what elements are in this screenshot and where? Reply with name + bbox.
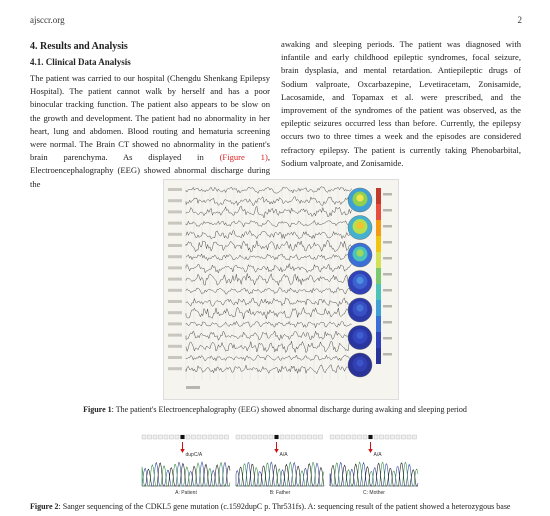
base-cell	[208, 435, 212, 439]
eeg-trace	[186, 341, 352, 353]
eeg-channel-label	[168, 289, 182, 292]
mutation-arrow-icon	[368, 449, 372, 453]
base-cell	[242, 435, 246, 439]
eeg-colorscale-tick	[383, 321, 392, 324]
eeg-channel-label	[168, 255, 182, 258]
mutation-base-highlight	[369, 435, 373, 439]
base-cell	[175, 435, 179, 439]
base-cell	[347, 435, 351, 439]
base-cell	[236, 435, 240, 439]
base-cell	[159, 435, 163, 439]
figure1-label: Figure 1	[83, 405, 112, 414]
base-cell	[374, 435, 378, 439]
base-cell	[247, 435, 251, 439]
eeg-colorscale-tick	[383, 305, 392, 308]
eeg-trace	[186, 187, 352, 193]
left-column	[30, 40, 270, 191]
base-cell	[192, 435, 196, 439]
base-call-label: A/A	[279, 452, 288, 458]
eeg-trace	[186, 273, 352, 285]
eeg-colorscale-segment	[376, 332, 381, 348]
panel-label: C: Mother	[363, 490, 385, 496]
base-cell	[385, 435, 389, 439]
eeg-trace	[186, 264, 352, 273]
eeg-channel-label	[168, 322, 182, 325]
base-cell	[297, 435, 301, 439]
base-cell	[396, 435, 400, 439]
eeg-trace	[186, 288, 352, 295]
eeg-trace	[186, 254, 352, 261]
eeg-channel-label	[168, 278, 182, 281]
base-cell	[319, 435, 323, 439]
eeg-colorscale-segment	[376, 204, 381, 220]
eeg-trace	[186, 298, 352, 307]
eeg-colorscale-tick	[383, 209, 392, 212]
eeg-colorscale-segment	[376, 348, 381, 364]
base-cell	[402, 435, 406, 439]
sequencing-plot	[140, 434, 422, 496]
mutation-arrow-icon	[180, 449, 184, 453]
panel-label: A: Patient	[175, 490, 197, 496]
eeg-channel-label	[168, 356, 182, 359]
mutation-base-highlight	[181, 435, 185, 439]
base-cell	[148, 435, 152, 439]
eeg-topomap-core	[356, 359, 363, 366]
eeg-channel-label	[168, 222, 182, 225]
base-cell	[302, 435, 306, 439]
mutation-base-highlight	[275, 435, 279, 439]
eeg-plot	[164, 180, 398, 399]
base-cell	[341, 435, 345, 439]
figure1-caption-text: : The patient's Electroencephalography (EEG) showed abnormal discharge during awaking and sleeping period	[111, 405, 467, 414]
clinical-paragraph	[30, 72, 270, 191]
section-title: 4. Results and Analysis	[30, 41, 128, 52]
base-cell	[286, 435, 290, 439]
chromatogram-trace	[330, 463, 418, 487]
base-cell	[197, 435, 201, 439]
eeg-channel-label	[168, 188, 182, 191]
base-cell	[313, 435, 317, 439]
base-cell	[258, 435, 262, 439]
base-cell	[363, 435, 367, 439]
right-column	[281, 38, 521, 170]
eeg-topomap-core	[356, 304, 363, 311]
subsection-title: 4.1. Clinical Data Analysis	[30, 57, 131, 67]
eeg-colorscale-segment	[376, 300, 381, 316]
eeg-trace	[186, 365, 352, 374]
base-cell	[153, 435, 157, 439]
base-cell	[413, 435, 417, 439]
eeg-colorscale-tick	[383, 289, 392, 292]
figure-reference-link[interactable]: (Figure 1)	[219, 152, 268, 163]
base-cell	[253, 435, 257, 439]
base-cell	[186, 435, 190, 439]
eeg-trace	[186, 355, 352, 361]
eeg-channel-label	[168, 233, 182, 236]
mutation-arrow-icon	[274, 449, 278, 453]
eeg-trace	[186, 231, 352, 239]
figure2-caption	[30, 501, 522, 512]
eeg-trace	[186, 307, 352, 319]
eeg-trace	[186, 321, 352, 328]
base-cell	[219, 435, 223, 439]
base-call-label: dupC/A	[185, 452, 203, 458]
eeg-timescale	[186, 386, 200, 389]
figure1-caption	[30, 405, 520, 414]
eeg-colorscale-tick	[383, 193, 392, 196]
eeg-channel-label	[168, 300, 182, 303]
eeg-channel-label	[168, 311, 182, 314]
eeg-colorscale-tick	[383, 273, 392, 276]
eeg-colorscale-segment	[376, 188, 381, 204]
base-cell	[264, 435, 268, 439]
base-cell	[358, 435, 362, 439]
eeg-channel-label	[168, 334, 182, 337]
eeg-colorscale-segment	[376, 220, 381, 236]
eeg-colorscale-tick	[383, 353, 392, 356]
eeg-colorscale-segment	[376, 284, 381, 300]
eeg-topomap-core	[356, 332, 363, 339]
eeg-channel-label	[168, 266, 182, 269]
eeg-channel-label	[168, 244, 182, 247]
eeg-channel-label	[168, 199, 182, 202]
clinical-paragraph-cont: awaking and sleeping periods. The patient was diagnosed with infantile and early childhood epileptic syndromes, focal seizure, brain dysplasia, and mental retardation. Antiepileptic drugs of Sodium valproate, Oxcarbazepine, Levetiracetam, Zonisamide, Lacosamide, and Topamax et al. were prescribed, and the improvement of the syndromes of the patient was observed, as the epileptic seizures occurred less than before. Currently, the epilepsy occurs two to three times a week and the episodes are considered refractory epilepsy. The patient is currently taking Phenobarbital, Sodium valproate, and Zonisamide.	[281, 39, 521, 168]
sequencing-figure	[140, 434, 422, 496]
eeg-topomap-core	[356, 277, 363, 284]
eeg-trace	[186, 240, 352, 252]
base-cell	[203, 435, 207, 439]
figure2-label: Figure 2	[30, 502, 59, 511]
base-cell	[280, 435, 284, 439]
eeg-colorscale-tick	[383, 225, 392, 228]
eeg-trace	[186, 206, 352, 218]
eeg-colorscale-tick	[383, 241, 392, 244]
eeg-trace	[186, 197, 352, 206]
eeg-topomap-core	[356, 249, 363, 256]
base-cell	[330, 435, 334, 439]
paragraph-text-cont: , Electroencephalography (EEG) showed abnormal discharge during the	[30, 152, 270, 189]
journal-name: ajsccr.org	[30, 15, 65, 25]
eeg-channel-label	[168, 367, 182, 370]
eeg-topomap-core	[356, 194, 363, 201]
base-cell	[291, 435, 295, 439]
base-cell	[164, 435, 168, 439]
base-cell	[407, 435, 411, 439]
eeg-colorscale-segment	[376, 236, 381, 252]
figure2-caption-text: : Sanger sequencing of the CDKL5 gene mutation (c.1592dupC p. Thr531fs). A: sequencing result of the patient showed a heterozygous base	[58, 502, 511, 511]
eeg-colorscale-tick	[383, 257, 392, 260]
base-cell	[269, 435, 273, 439]
eeg-channel-label	[168, 345, 182, 348]
base-cell	[308, 435, 312, 439]
base-cell	[214, 435, 218, 439]
eeg-colorscale-segment	[376, 316, 381, 332]
base-call-label: A/A	[373, 452, 382, 458]
eeg-figure	[163, 179, 399, 400]
eeg-topomap-core	[356, 222, 363, 229]
eeg-colorscale-segment	[376, 252, 381, 268]
eeg-colorscale-tick	[383, 337, 392, 340]
base-cell	[352, 435, 356, 439]
paragraph-text: The patient was carried to our hospital (Chengdu Shenkang Epilepsy Hospital). The patient cannot walk by herself and has a poor binocular tracking function. The patient also appears to be slow on the growth and development. The patient had no abnormality in her heart, lung and abdomen. Blood routing and hematuria screening were normal. The Brain CT showed no abnormality in the patient's brain parenchyma. As displayed in	[30, 73, 270, 163]
page-number: 2	[517, 15, 522, 25]
base-cell	[336, 435, 340, 439]
eeg-trace	[186, 331, 352, 340]
panel-label: B: Father	[269, 490, 291, 496]
eeg-channel-label	[168, 210, 182, 213]
base-cell	[170, 435, 174, 439]
base-cell	[391, 435, 395, 439]
base-cell	[380, 435, 384, 439]
eeg-colorscale-segment	[376, 268, 381, 284]
base-cell	[142, 435, 146, 439]
base-cell	[225, 435, 229, 439]
eeg-trace	[186, 220, 352, 227]
